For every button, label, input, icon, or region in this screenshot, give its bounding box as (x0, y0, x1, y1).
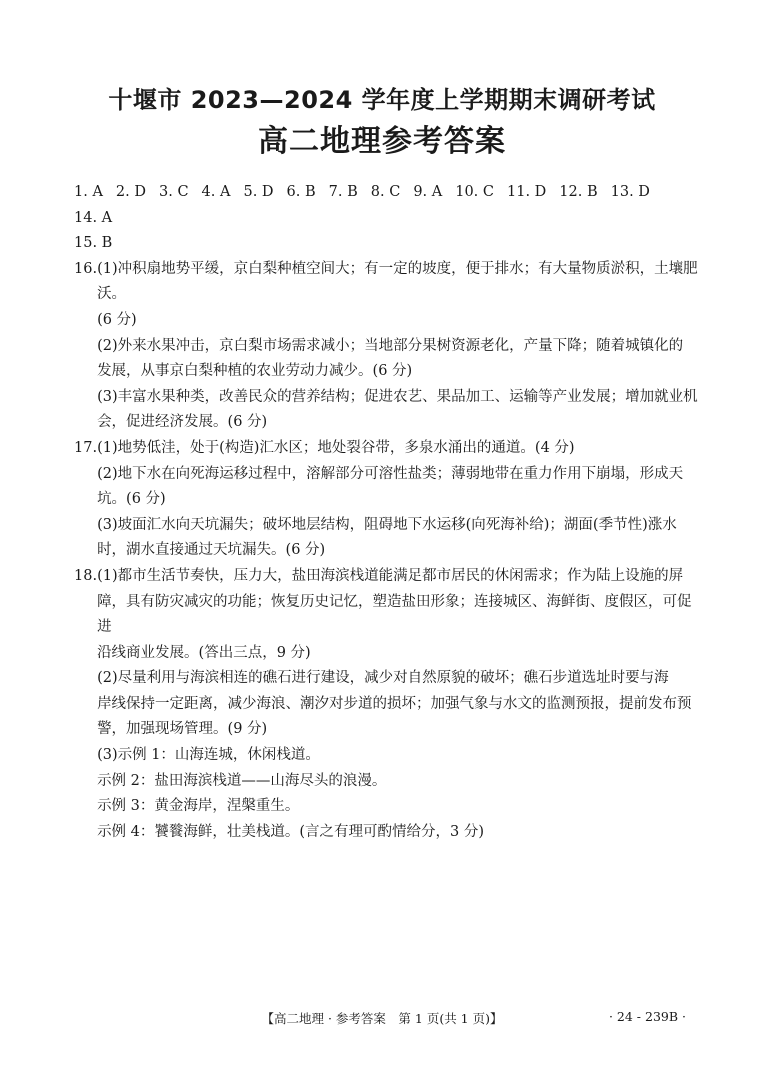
mc-answer: 7. B (328, 184, 358, 200)
multiple-choice-answers (74, 180, 698, 257)
mc-answer: 9. A (413, 184, 443, 200)
mc-answer: 2. D (115, 184, 146, 200)
answer-line: 岸线保持一定距离，减少海浪、潮汐对步道的损坏；加强气象与水文的监测预报，提前发布预 (97, 695, 692, 712)
question-17 (74, 436, 698, 564)
mc-answer: 5. D (243, 184, 274, 200)
answer-line: 坑。(6 分) (97, 491, 166, 508)
mc-answer: 13. D (610, 184, 650, 200)
answer-line: 沿线商业发展。(答出三点，9 分) (97, 644, 311, 661)
answer-line: 发展，从事京白梨种植的农业劳动力减少。(6 分) (97, 363, 413, 380)
answer-line: (2)尽量利用与海滨相连的礁石进行建设，减少对自然原貌的破坏；礁石步道选址时要与海 (97, 670, 669, 687)
mc-answer: 15. B (74, 235, 113, 252)
mc-answer: 6. B (286, 184, 316, 200)
answer-line: (1)都市生活节奏快，压力大，盐田海滨栈道能满足都市居民的休闲需求；作为陆上设施的屏 (97, 567, 684, 584)
mc-answer: 4. A (201, 184, 231, 200)
footer-code: · 24 - 239B · (608, 1009, 686, 1024)
answer-line: 会，促进经济发展。(6 分) (97, 414, 268, 431)
footer-page-info: 【高二地理 · 参考答案 第 1 页(共 1 页)】 (261, 1011, 503, 1026)
answer-line: 时，湖水直接通过天坑漏失。(6 分) (97, 542, 326, 559)
answer-line: (3)坡面汇水向天坑漏失；破坏地层结构，阻碍地下水运移(向死海补给)；湖面(季节性)涨水 (97, 516, 677, 533)
answer-line: 示例 4：饕餮海鲜，壮美栈道。(言之有理可酌情给分，3 分) (97, 823, 485, 840)
mc-answer: 14. A (74, 209, 113, 226)
question-number: 18. (74, 567, 98, 584)
answer-line: 示例 2：盐田海滨栈道——山海尽头的浪漫。 (97, 772, 387, 789)
mc-answer: 1. A (74, 184, 103, 200)
question-16 (74, 257, 698, 436)
answer-line: 示例 3：黄金海岸，涅槃重生。 (97, 798, 300, 815)
answer-line: (2)地下水在向死海运移过程中，溶解部分可溶性盐类；薄弱地带在重力作用下崩塌，形成天 (97, 465, 684, 482)
answer-line: (3)示例 1：山海连城，休闲栈道。 (97, 747, 320, 764)
question-number: 17. (74, 439, 98, 456)
document-title: 高二地理参考答案 (258, 124, 506, 159)
answer-line: (2)外来水果冲击，京白梨市场需求减小；当地部分果树资源老化，产量下降；随着城镇化的 (97, 337, 684, 354)
exam-title: 十堰市 2023—2024 学年度上学期期末调研考试 (108, 86, 656, 114)
question-18 (74, 564, 698, 846)
answer-line: 障，具有防灾减灾的功能；恢复历史记忆，塑造盐田形象；连接城区、海鲜街、度假区，可促进 (97, 593, 692, 636)
answer-line: (1)冲积扇地势平缓，京白梨种植空间大；有一定的坡度，便于排水；有大量物质淤积，土壤肥沃。 (97, 260, 698, 303)
answer-line: (6 分) (97, 311, 137, 328)
answer-content (74, 180, 698, 845)
mc-answer: 3. C (159, 184, 189, 200)
answer-line: (1)地势低洼，处于(构造)汇水区；地处裂谷带，多泉水涌出的通道。(4 分) (97, 439, 575, 456)
mc-answer: 10. C (455, 184, 494, 200)
mc-answer: 11. D (507, 184, 547, 200)
answer-line: (3)丰富水果种类，改善民众的营养结构；促进农艺、果品加工、运输等产业发展；增加就业机 (97, 388, 698, 405)
answer-line: 警，加强现场管理。(9 分) (97, 721, 268, 738)
mc-answer: 8. C (370, 184, 401, 200)
mc-answer: 12. B (559, 184, 598, 200)
question-number: 16. (74, 260, 98, 277)
